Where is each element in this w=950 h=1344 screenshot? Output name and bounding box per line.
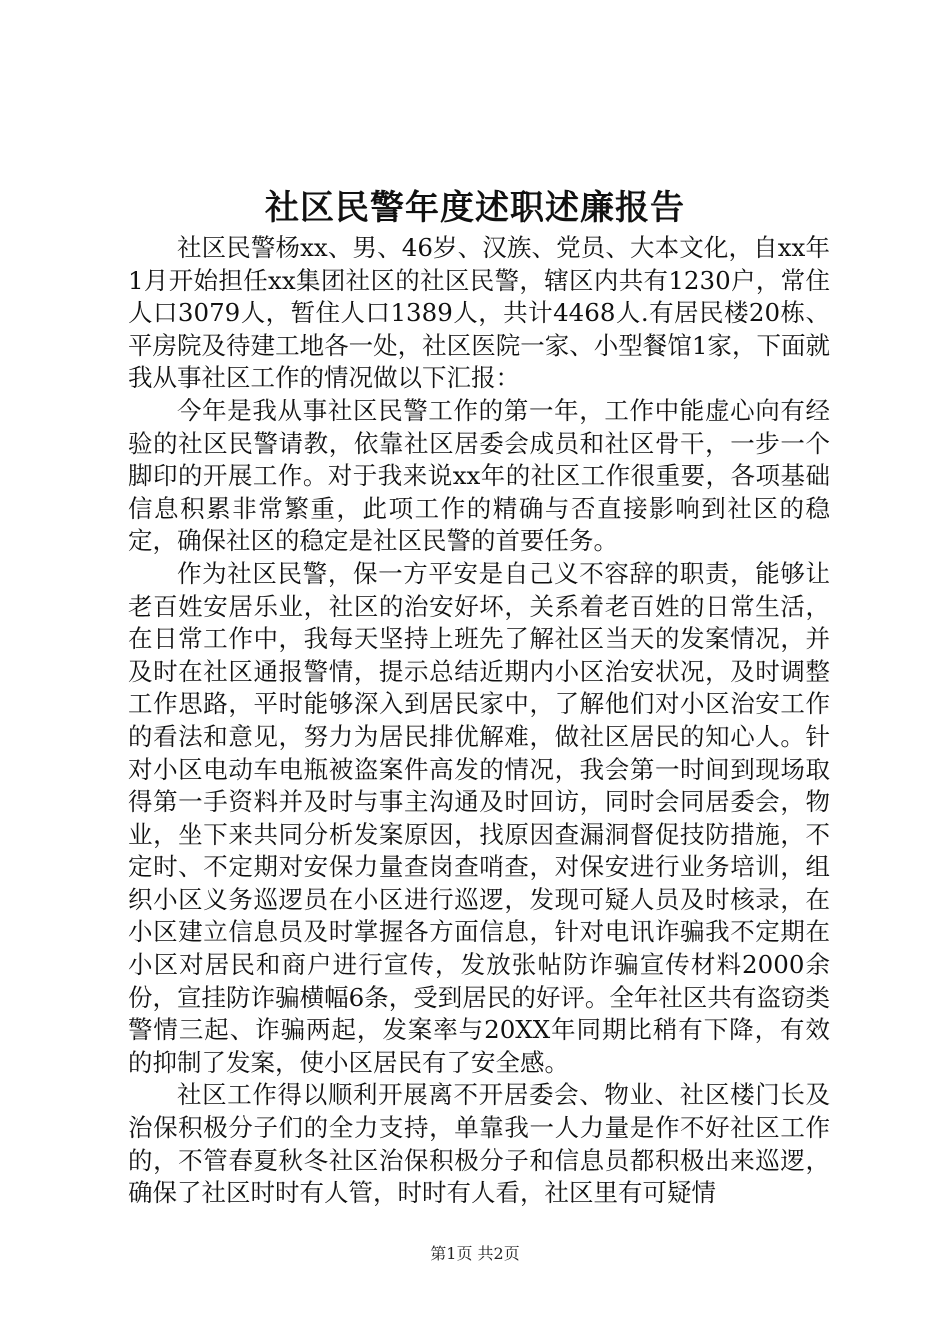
paragraph-4: 社区工作得以顺利开展离不开居委会、物业、社区楼门长及治保积极分子们的全力支持，单靠我一人力量是作不好社区工作的，不管春夏秋冬社区治保积极分子和信息员都积极出来巡逻，确保了社区时时有人管，时时有人看，社区里有可疑情 (128, 1080, 830, 1208)
document-title: 社区民警年度述职述廉报告 (265, 188, 685, 228)
page-footer: 第1页 共2页 (430, 1244, 520, 1263)
document-body (128, 232, 830, 1210)
paragraph-2: 今年是我从事社区民警工作的第一年，工作中能虚心向有经验的社区民警请教，依靠社区居委会成员和社区骨干，一步一个脚印的开展工作。对于我来说xx年的社区工作很重要，各项基础信息积累非常繁重，此项工作的精确与否直接影响到社区的稳定，确保社区的稳定是社区民警的首要任务。 (128, 395, 830, 556)
paragraph-1: 社区民警杨xx、男、46岁、汉族、党员、大本文化，自xx年1月开始担任xx集团社区的社区民警，辖区内共有1230户，常住人口3079人，暂住人口1389人，共计4468人.有居民楼20栋、平房院及待建工地各一处，社区医院一家、小型餐馆1家，下面就我从事社区工作的情况做以下汇报： (128, 233, 830, 393)
paragraph-3: 作为社区民警，保一方平安是自己义不容辞的职责，能够让老百姓安居乐业，社区的治安好坏，关系着老百姓的日常生活，在日常工作中，我每天坚持上班先了解社区当天的发案情况，并及时在社区通报警情，提示总结近期内小区治安状况，及时调整工作思路，平时能够深入到居民家中，了解他们对小区治安工作的看法和意见，努力为居民排优解难，做社区居民的知心人。针对小区电动车电瓶被盗案件高发的情况，我会第一时间到现场取得第一手资料并及时与事主沟通及时回访，同时会同居委会，物业，坐下来共同分析发案原因，找原因查漏洞督促技防措施，不定时、不定期对安保力量查岗查哨查，对保安进行业务培训，组织小区义务巡逻员在小区进行巡逻，发现可疑人员及时核录，在小区建立信息员及时掌握各方面信息，针对电讯诈骗我不定期在小区对居民和商户进行宣传，发放张帖防诈骗宣传材料2000余份，宣挂防诈骗横幅6条，受到居民的好评。全年社区共有盗窃类警情三起、诈骗两起，发案率与20XX年同期比稍有下降，有效的抑制了发案，使小区居民有了安全感。 (128, 558, 830, 1077)
